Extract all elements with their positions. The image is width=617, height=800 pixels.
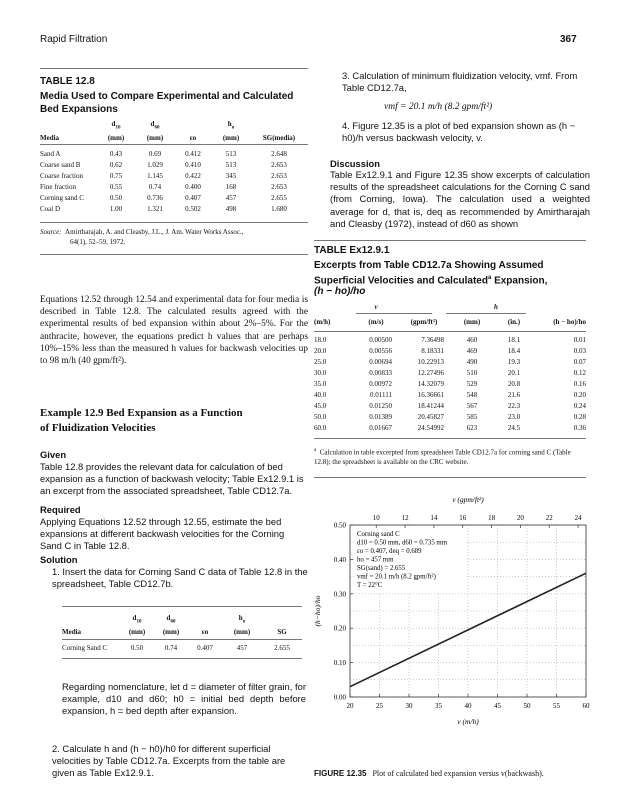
value-cell: 60.0 xyxy=(314,423,327,432)
value-cell: 0.74 xyxy=(148,182,162,191)
x2-tick-label: 12 xyxy=(401,514,409,522)
example-title-2: of Fluidization Velocities xyxy=(40,422,156,434)
value-cell: 10.22913 xyxy=(417,357,444,366)
value-cell: 45.0 xyxy=(314,401,327,410)
value-cell: 510 xyxy=(466,368,478,377)
value-cell: 0.75 xyxy=(109,171,123,180)
solution-step-1: 1. Insert the data for Corning Sand C data of Table 12.8 in the spreadsheet, Table CD12.7b. xyxy=(52,566,308,590)
table-row: Corning Sand C 0.50 0.74 0.407 457 2.655 xyxy=(62,643,290,652)
solution-step-3: 3. Calculation of minimum fluidization velocity, vmf. From Table CD12.7a, xyxy=(342,70,578,94)
paragraph-equations: Equations 12.52 through 12.54 and experimental data for four media is described in Table 12.8. The calculated results agreed with the experimental results of bed expansion within about 2%–5%. For the anthracite, however, the equations predict h values that are perhaps 10%–15% less than the measured h values for backwash velocities up to 98 m/h (40 gpm/ft²). xyxy=(40,295,308,367)
value-cell: 345 xyxy=(225,171,237,180)
value-cell: 0.00500 xyxy=(369,335,392,344)
value-cell: 0.20 xyxy=(573,390,586,399)
table-row xyxy=(40,203,308,214)
legend-line: T = 22°C xyxy=(357,582,383,589)
solution-step-2: 2. Calculate h and (h − h0)/h0 for different superficial velocities by Table CD12.7a. Excerpts from the table are given as Table Ex12.9.1. xyxy=(52,743,286,779)
small-table-bottom-rule xyxy=(62,658,302,659)
x2-tick-label: 20 xyxy=(516,514,524,522)
x2-tick-label: 10 xyxy=(372,514,380,522)
value-cell: 469 xyxy=(466,346,478,355)
value-cell: 0.43 xyxy=(109,149,123,158)
equation-vmf: vmf = 20.1 m/h (8.2 gpm/ft²) xyxy=(384,102,493,112)
x-tick-label: 50 xyxy=(523,702,531,710)
value-cell: 0.01667 xyxy=(369,423,392,432)
table-row xyxy=(314,400,586,411)
small-table-top-rule xyxy=(62,606,302,607)
value-cell: 460 xyxy=(466,335,478,344)
table-ex-top-rule xyxy=(314,240,586,241)
value-cell: 567 xyxy=(466,401,478,410)
x-tick-label: 35 xyxy=(435,702,442,710)
table-ex-title-3: (h − ho)/ho xyxy=(314,286,366,297)
value-cell: 12.27496 xyxy=(417,368,444,377)
value-cell: 2.655 xyxy=(271,193,287,202)
example-title-1: Example 12.9 Bed Expansion as a Function xyxy=(40,407,243,419)
table-ex-header xyxy=(314,301,586,313)
table-12-8-title-2: Bed Expansions xyxy=(40,104,118,115)
value-cell: 2.648 xyxy=(271,149,287,158)
table-ex-footnote: $^a$ Calculation in table excerpted from spreadsheet Table CD12.7a for corning sand C (Table 12.8); the spreadsheet is available on the CRC website. xyxy=(314,448,571,467)
value-cell: 1.029 xyxy=(147,160,163,169)
media-name-cell: Coarse fraction xyxy=(40,171,83,180)
given-text: Table 12.8 provides the relevant data for calculation of bed expansion as a function of backwash velocity; Table Ex12.9.1 is an excerpt from the associated spreadsheet, Table CD12.7a. xyxy=(40,461,304,497)
y-tick-label: 0.00 xyxy=(333,693,346,702)
table-row xyxy=(314,422,586,433)
y-tick-label: 0.10 xyxy=(333,659,346,668)
value-cell: 30.0 xyxy=(314,368,327,377)
table-12-8 xyxy=(40,118,310,142)
table-row xyxy=(314,411,586,422)
table-ex-group-v: v xyxy=(374,303,378,311)
value-cell: 21.6 xyxy=(507,390,521,399)
table-ex-title-1: Excerpts from Table CD12.7a Showing Assumed xyxy=(314,260,544,271)
t1-header-row: Media (mm) (mm) εo (mm) SG(media) xyxy=(40,134,296,142)
value-cell: 20.1 xyxy=(507,368,521,377)
value-cell: 20.8 xyxy=(507,379,521,388)
table-ex-h-group-rule xyxy=(446,313,526,314)
table-ex-v-group-rule xyxy=(356,313,432,314)
table-row xyxy=(40,170,308,181)
value-cell: 0.736 xyxy=(147,193,163,202)
y-tick-label: 0.30 xyxy=(333,590,346,599)
small-table: $d_{10}$ $d_{60}$ $h_o$ Media (mm) (mm) εo (mm) SG xyxy=(62,612,302,636)
table-ex-bottom-rule xyxy=(314,438,586,439)
value-cell: 0.01250 xyxy=(369,401,392,410)
table-12-8-body xyxy=(40,148,310,214)
discussion-heading: Discussion xyxy=(330,158,381,169)
value-cell: 0.412 xyxy=(185,149,201,158)
table-ex-header-rule xyxy=(314,331,586,332)
table-ex-header-row: (m/h) (m/s) (gpm/ft²) (mm) (in.) (h − ho)/ho xyxy=(314,318,586,326)
table-ex-label: TABLE Ex12.9.1 xyxy=(314,245,390,256)
given-heading: Given xyxy=(40,449,67,460)
value-cell: 25.0 xyxy=(314,357,327,366)
value-cell: 35.0 xyxy=(314,379,327,388)
value-cell: 20.0 xyxy=(314,346,327,355)
figure-caption: FIGURE 12.35 Plot of calculated bed expansion versus v(backwash). xyxy=(314,769,544,778)
small-table-header: Media (mm) (mm) εo (mm) SG xyxy=(62,628,287,636)
value-cell: 18.1 xyxy=(507,335,521,344)
table-ex-end-rule xyxy=(314,477,586,478)
x2-tick-label: 24 xyxy=(574,514,582,522)
y-tick-label: 0.20 xyxy=(333,624,346,633)
value-cell: 50.0 xyxy=(314,412,327,421)
value-cell: 0.410 xyxy=(185,160,201,169)
t1-top-h0: $h_o$ xyxy=(227,119,235,130)
running-title: Rapid Filtration xyxy=(40,34,108,45)
value-cell: 23.0 xyxy=(507,412,521,421)
solution-step-4: 4. Figure 12.35 is a plot of bed expansion shown as (h − h0)/h versus backwash velocity, v. xyxy=(342,120,576,144)
value-cell: 0.00972 xyxy=(369,379,392,388)
value-cell: 22.3 xyxy=(507,401,521,410)
value-cell: 24.5 xyxy=(507,423,521,432)
value-cell: 0.36 xyxy=(573,423,586,432)
table-row xyxy=(40,181,308,192)
value-cell: 0.12 xyxy=(573,368,586,377)
y-tick-label: 0.50 xyxy=(333,521,346,530)
legend-line: Corning sand C xyxy=(357,531,400,538)
media-name-cell: Fine fraction xyxy=(40,182,76,191)
legend-line: SG(sand) = 2.655 xyxy=(357,565,406,572)
value-cell: 0.00833 xyxy=(369,368,392,377)
table-ex-body xyxy=(314,334,586,433)
value-cell: 168 xyxy=(225,182,237,191)
table-12-8-end-rule xyxy=(40,254,308,255)
value-cell: 548 xyxy=(466,390,478,399)
value-cell: 1.680 xyxy=(271,204,287,213)
value-cell: 0.01 xyxy=(573,335,586,344)
table-12-8-title-1: Media Used to Compare Experimental and Calculated xyxy=(40,91,294,102)
value-cell: 1.145 xyxy=(147,171,163,180)
value-cell: 0.00556 xyxy=(369,346,392,355)
nomenclature-text: Regarding nomenclature, let d = diameter of filter grain, for example, d10 and d60; h0 = initial bed depth before expansion, h = bed depth after expansion. xyxy=(62,681,306,717)
small-table-mid-rule xyxy=(62,639,302,640)
value-cell: 529 xyxy=(466,379,478,388)
table-12-8-source: Source: Amirtharajah, A. and Cleasby, J.L., J. Am. Water Works Assoc., 64(1), 52–59, 1972. xyxy=(40,228,244,246)
value-cell: 14.32079 xyxy=(417,379,444,388)
x2-axis-title: v (gpm/ft²) xyxy=(452,495,484,504)
value-cell: 0.01389 xyxy=(369,412,392,421)
value-cell: 19.3 xyxy=(507,357,521,366)
value-cell: 0.07 xyxy=(573,357,586,366)
value-cell: 2.653 xyxy=(271,171,287,180)
value-cell: 513 xyxy=(225,149,237,158)
value-cell: 2.653 xyxy=(271,182,287,191)
t1-top-d60: $d_{60}$ xyxy=(150,119,160,130)
value-cell: 0.422 xyxy=(185,171,201,180)
x-tick-label: 55 xyxy=(553,702,560,710)
table-row xyxy=(314,356,586,367)
value-cell: 0.50 xyxy=(109,193,123,202)
table-row xyxy=(40,192,308,203)
required-text: Applying Equations 12.52 through 12.55, estimate the bed expansions at different backwash velocities for the Corning Sand C in Table 12.8. xyxy=(40,516,285,552)
y-axis-title: (h−ho)/ho xyxy=(313,595,322,627)
legend-line: vmf = 20.1 m/h (8.2 gpm/ft²) xyxy=(357,573,436,581)
value-cell: 18.0 xyxy=(314,335,327,344)
x2-tick-label: 16 xyxy=(459,514,467,522)
value-cell: 24.54992 xyxy=(417,423,444,432)
value-cell: 0.16 xyxy=(573,379,586,388)
figure-12-35-chart xyxy=(310,490,600,730)
value-cell: 7.36498 xyxy=(421,335,444,344)
x-tick-label: 60 xyxy=(582,702,590,710)
value-cell: 498 xyxy=(225,204,237,213)
value-cell: 0.55 xyxy=(109,182,123,191)
x-axis-title: v (m/h) xyxy=(457,717,479,726)
table-12-8-label: TABLE 12.8 xyxy=(40,76,95,87)
y-tick-label: 0.40 xyxy=(333,555,346,564)
media-name-cell: Sand A xyxy=(40,149,61,158)
value-cell: 0.400 xyxy=(185,182,201,191)
value-cell: 0.502 xyxy=(185,204,201,213)
page-number: 367 xyxy=(560,34,577,45)
value-cell: 16.36661 xyxy=(417,390,444,399)
table-row xyxy=(40,159,308,170)
t1-bottom-rule xyxy=(40,222,308,223)
table-12-8-top-rule xyxy=(40,68,308,69)
t1-header-rule xyxy=(40,144,308,145)
value-cell: 18.41244 xyxy=(417,401,444,410)
media-name-cell: Coal D xyxy=(40,204,61,213)
value-cell: 490 xyxy=(466,357,478,366)
legend-line: d10 = 0.50 mm, d60 = 0.735 mm xyxy=(357,539,447,547)
table-row xyxy=(314,389,586,400)
table-row xyxy=(40,148,308,159)
value-cell: 20.45827 xyxy=(417,412,444,421)
required-heading: Required xyxy=(40,504,81,515)
solution-heading: Solution xyxy=(40,554,78,565)
x2-tick-label: 14 xyxy=(430,514,438,522)
discussion-text: Table Ex12.9.1 and Figure 12.35 show excerpts of calculation results of the spreadsheet calculations for the Corning C sand (from Corning, Iowa). The calculation used a weighted average for d, that is, deq as recommended by Amirtharajah and Cleasby (1972), instead of d60 as shown xyxy=(330,169,590,229)
value-cell: 0.62 xyxy=(109,160,123,169)
value-cell: 18.4 xyxy=(507,346,521,355)
value-cell: 0.00694 xyxy=(369,357,392,366)
value-cell: 1.00 xyxy=(109,204,123,213)
value-cell: 40.0 xyxy=(314,390,327,399)
value-cell: 2.653 xyxy=(271,160,287,169)
value-cell: 0.01111 xyxy=(370,390,392,399)
x-tick-label: 40 xyxy=(464,702,472,710)
table-ex-group-h: h xyxy=(494,303,498,311)
legend-line: εo = 0.407, deq = 0.689 xyxy=(357,548,422,555)
value-cell: 0.69 xyxy=(148,149,162,158)
value-cell: 0.03 xyxy=(573,346,586,355)
table-ex-title-2: Superficial Velocities and Calculated$^a$ Expansion, xyxy=(314,275,548,287)
table-row xyxy=(314,345,586,356)
x-tick-label: 30 xyxy=(405,702,413,710)
value-cell: 623 xyxy=(466,423,478,432)
table-row xyxy=(314,378,586,389)
legend-line: ho = 457 mm xyxy=(357,556,394,564)
table-row xyxy=(314,367,586,378)
x-tick-label: 45 xyxy=(494,702,501,710)
x-tick-label: 20 xyxy=(346,702,354,710)
value-cell: 0.407 xyxy=(185,193,201,202)
media-name-cell: Coarse sand B xyxy=(40,160,81,169)
value-cell: 513 xyxy=(225,160,237,169)
x2-tick-label: 22 xyxy=(545,514,553,522)
value-cell: 0.24 xyxy=(573,401,586,410)
value-cell: 585 xyxy=(466,412,478,421)
value-cell: 457 xyxy=(225,193,237,202)
t1-top-d10: $d_{10}$ xyxy=(111,119,121,130)
value-cell: 1.321 xyxy=(147,204,163,213)
x-tick-label: 25 xyxy=(376,702,383,710)
x2-tick-label: 18 xyxy=(488,514,496,522)
value-cell: 0.28 xyxy=(573,412,586,421)
small-table-body xyxy=(62,642,302,653)
table-row xyxy=(314,334,586,345)
value-cell: 8.18331 xyxy=(421,346,444,355)
media-name-cell: Corning sand C xyxy=(40,193,84,202)
